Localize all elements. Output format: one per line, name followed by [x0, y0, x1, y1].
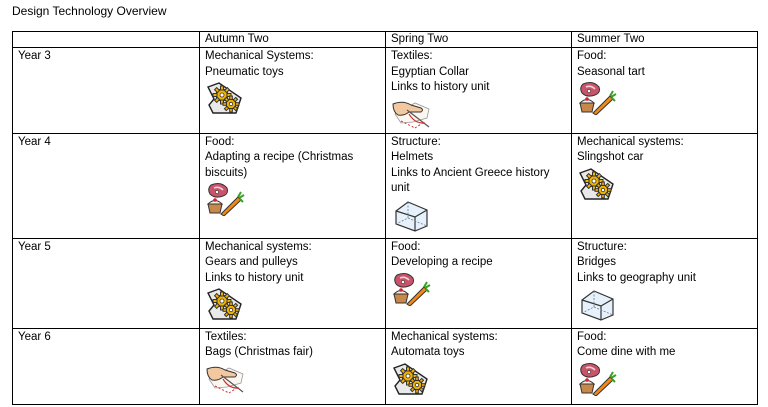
topic-category: Structure: [577, 240, 627, 253]
header-cell-blank [13, 32, 200, 48]
topic-detail: Bags (Christmas fair) [205, 346, 313, 358]
document-title: Design Technology Overview [12, 4, 167, 18]
topic-detail: Egyptian Collar [391, 65, 469, 78]
food-icon [205, 182, 245, 216]
topic-cell [200, 48, 386, 134]
food-icon [391, 272, 431, 306]
topic-category: Food: [577, 50, 607, 62]
topic-detail: Bridges [577, 256, 616, 268]
food-icon [577, 81, 617, 115]
topic-cell [200, 133, 386, 238]
topic-cell [572, 133, 758, 238]
topic-category: Food: [577, 330, 607, 343]
topic-category: Textiles: [205, 330, 247, 343]
year-cell: Year 6 [13, 328, 200, 404]
structure-prism-icon [391, 198, 431, 232]
topic-category: Textiles: [391, 50, 433, 62]
header-cell-summer-two: Summer Two [572, 32, 758, 48]
topic-category: Structure: [391, 135, 441, 148]
topic-detail: Automata toys [391, 346, 465, 358]
table-row [13, 238, 758, 328]
topic-detail: Developing a recipe [391, 256, 493, 268]
topic-cell [386, 133, 572, 238]
topic-detail: Adapting a recipe (Christmas biscuits) [205, 151, 354, 179]
topic-detail: Pneumatic toys [205, 65, 284, 78]
topic-detail: Gears and pulleys [205, 256, 298, 268]
topic-cell [386, 48, 572, 134]
table-row [13, 133, 758, 238]
food-icon [577, 362, 617, 396]
gears-icon [577, 167, 617, 201]
header-cell-spring-two: Spring Two [386, 32, 572, 48]
year-cell: Year 4 [13, 133, 200, 238]
topic-detail: Come dine with me [577, 346, 676, 358]
topic-cell [572, 48, 758, 134]
overview-table [12, 31, 758, 405]
topic-detail: Links to history unit [205, 271, 304, 284]
topic-cell [572, 238, 758, 328]
gears-icon [205, 81, 245, 115]
topic-cell [200, 238, 386, 328]
year-cell: Year 5 [13, 238, 200, 328]
topic-detail: Helmets [391, 151, 434, 163]
topic-category: Mechanical Systems: [205, 50, 314, 62]
topic-detail: Seasonal tart [577, 65, 645, 78]
topic-detail: Links to geography unit [577, 271, 696, 284]
topic-category: Mechanical systems: [577, 135, 684, 148]
structure-prism-icon [577, 287, 617, 321]
topic-detail: Links to Ancient Greece history unit [391, 166, 550, 194]
topic-category: Mechanical systems: [391, 330, 498, 343]
sewing-hand-icon [205, 362, 245, 396]
table-row [13, 48, 758, 134]
topic-category: Food: [205, 135, 235, 148]
sewing-hand-icon [391, 97, 431, 131]
gears-icon [205, 287, 245, 321]
topic-category: Food: [391, 240, 421, 253]
topic-category: Mechanical systems: [205, 240, 312, 253]
topic-cell [572, 328, 758, 404]
topic-cell [386, 328, 572, 404]
topic-cell [200, 328, 386, 404]
gears-icon [391, 362, 431, 396]
header-cell-autumn-two: Autumn Two [200, 32, 386, 48]
topic-detail: Links to history unit [391, 81, 490, 93]
table-row [13, 328, 758, 404]
topic-detail: Slingshot car [577, 151, 644, 163]
year-cell: Year 3 [13, 48, 200, 134]
topic-cell [386, 238, 572, 328]
header-row [13, 32, 758, 48]
